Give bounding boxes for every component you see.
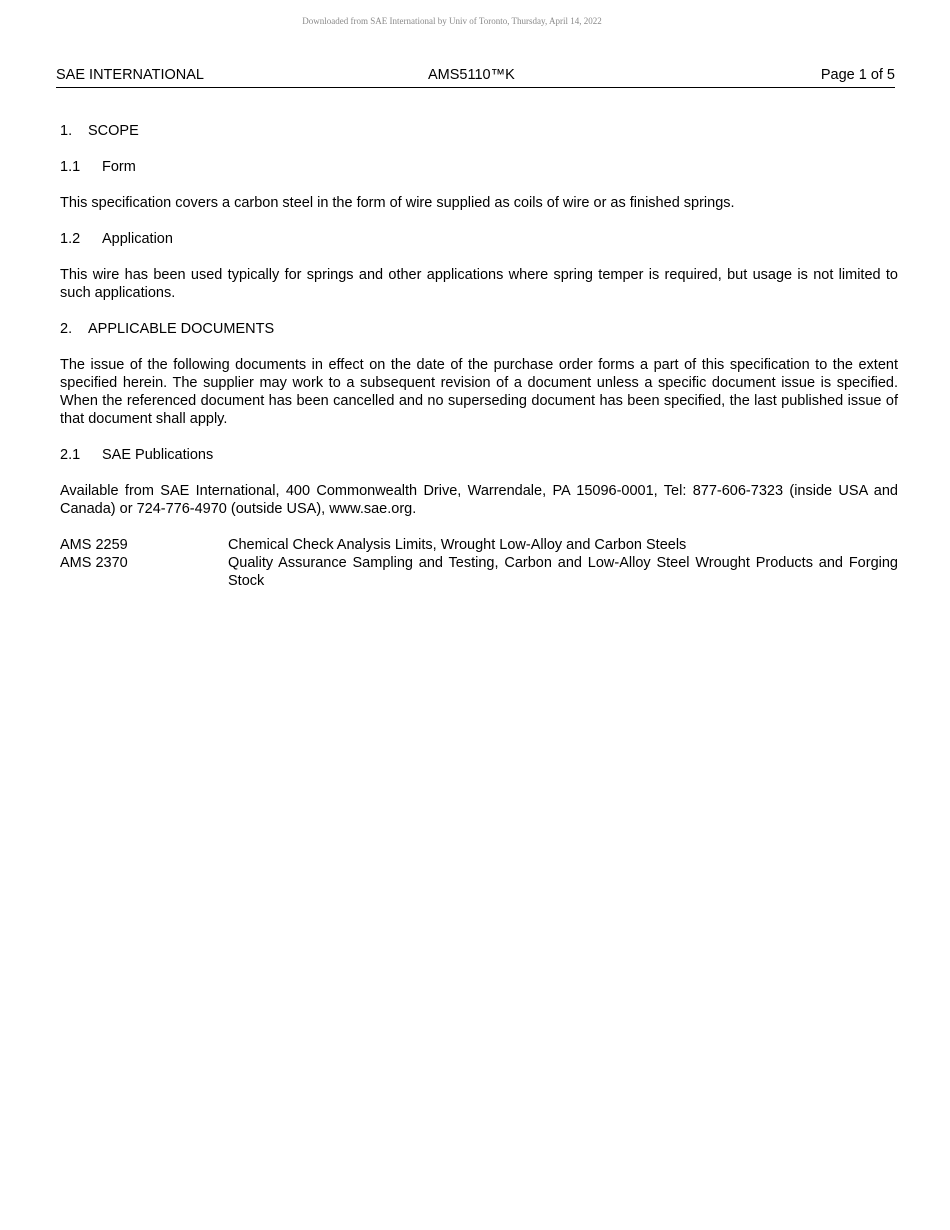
header-org: SAE INTERNATIONAL bbox=[56, 67, 204, 83]
section-number: 1.2 bbox=[60, 231, 81, 247]
section-title: Application bbox=[102, 231, 173, 247]
section-form-text: This specification covers a carbon steel in the form of wire supplied as coils of wire or as finished springs. bbox=[60, 195, 735, 211]
section-application-heading bbox=[60, 230, 898, 248]
reference-title: Chemical Check Analysis Limits, Wrought Low-Alloy and Carbon Steels bbox=[228, 537, 687, 553]
section-title: SAE Publications bbox=[102, 447, 214, 463]
section-application-text: This wire has been used typically for springs and other applications where spring temper is required, but usage is not limited to such applications. bbox=[60, 267, 898, 301]
section-number: 1. bbox=[60, 123, 73, 139]
header-doc-id: AMS5110™K bbox=[428, 67, 515, 83]
section-title: SCOPE bbox=[88, 123, 139, 139]
section-number: 2.1 bbox=[60, 447, 81, 463]
reference-title: Quality Assurance Sampling and Testing, Carbon and Low-Alloy Steel Wrought Products and Forging Stock bbox=[228, 555, 898, 589]
reference-row bbox=[60, 554, 898, 590]
section-sae-publications-text: Available from SAE International, 400 Commonwealth Drive, Warrendale, PA 15096-0001, Tel: 877-606-7323 (inside USA and Canada) or 724-776-4970 (outside USA), www.sae.org. bbox=[60, 483, 898, 517]
reference-row bbox=[60, 536, 898, 554]
reference-code: AMS 2370 bbox=[60, 555, 128, 571]
download-watermark: Downloaded from SAE International by Univ of Toronto, Thursday, April 14, 2022 bbox=[302, 16, 602, 26]
section-applicable-documents-heading bbox=[60, 320, 898, 338]
header-page-number: Page 1 of 5 bbox=[820, 67, 895, 83]
section-title: APPLICABLE DOCUMENTS bbox=[88, 321, 275, 337]
reference-list bbox=[60, 536, 898, 590]
section-scope-heading bbox=[60, 122, 898, 140]
section-sae-publications-heading bbox=[60, 446, 898, 464]
document-body bbox=[60, 122, 898, 590]
section-form-heading bbox=[60, 158, 898, 176]
section-number: 2. bbox=[60, 321, 73, 337]
section-title: Form bbox=[102, 159, 136, 175]
section-number: 1.1 bbox=[60, 159, 81, 175]
section-applicable-documents-text: The issue of the following documents in effect on the date of the purchase order forms a part of this specification to the extent specified herein. The supplier may work to a subsequent revision of a document unless a specific document issue is specified. When the referenced document has been cancelled and no superseding document has been specified, the last published issue of that document shall apply. bbox=[60, 357, 898, 427]
page-header bbox=[56, 67, 895, 88]
reference-code: AMS 2259 bbox=[60, 537, 128, 553]
